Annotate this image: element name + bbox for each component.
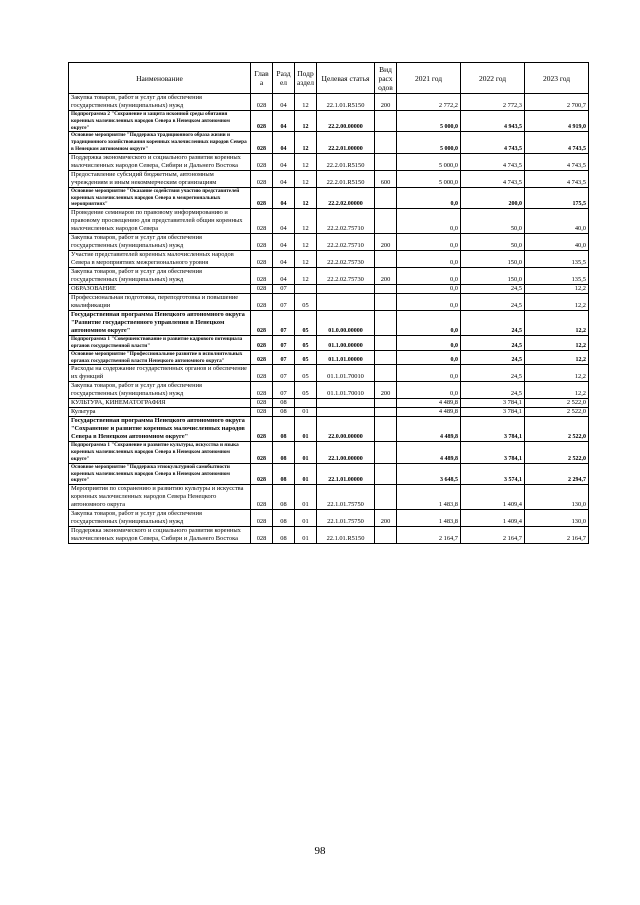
table-row <box>69 350 589 365</box>
cell-name: Мероприятия по сохранению и развитию культуры и искусства коренных малочисленных народов Севера Ненецкого автономного округа <box>69 485 251 510</box>
cell-name: Основное мероприятие "Поддержка традиционного образа жизни и традиционного хозяйствования коренных малочисленных народов Севера в Ненецком автономном округе" <box>69 132 251 153</box>
cell-vid <box>375 132 397 153</box>
cell-name: Предоставление субсидий бюджетным, автономным учреждениям и иным некоммерческим организациям <box>69 170 251 187</box>
cell-name: Расходы на содержание государственных органов и обеспечение их функций <box>69 365 251 382</box>
cell-2022: 50,0 <box>461 234 525 251</box>
cell-glava: 028 <box>251 294 273 311</box>
cell-podrazdel: 01 <box>295 442 317 463</box>
cell-name: Закупка товаров, работ и услуг для обеспечения государственных (муниципальных) нужд <box>69 382 251 399</box>
cell-2022: 3 784,1 <box>461 399 525 408</box>
cell-razdel: 07 <box>273 382 295 399</box>
cell-statya: 01.1.00.00000 <box>317 336 375 351</box>
cell-podrazdel: 05 <box>295 382 317 399</box>
cell-razdel: 07 <box>273 311 295 336</box>
cell-razdel: 07 <box>273 294 295 311</box>
cell-podrazdel: 12 <box>295 170 317 187</box>
cell-glava: 028 <box>251 510 273 527</box>
cell-2022: 150,0 <box>461 251 525 268</box>
cell-vid: 200 <box>375 234 397 251</box>
cell-name: Подпрограмма 1 "Совершенствование и развитие кадрового потенциала органов государственной власти" <box>69 336 251 351</box>
cell-2021: 0,0 <box>397 311 461 336</box>
table-row <box>69 234 589 251</box>
cell-glava: 028 <box>251 382 273 399</box>
cell-razdel: 07 <box>273 336 295 351</box>
cell-podrazdel: 01 <box>295 417 317 442</box>
cell-2022: 24,5 <box>461 311 525 336</box>
table-row <box>69 408 589 417</box>
header-razdel: Разд ел <box>273 63 295 94</box>
table-row <box>69 311 589 336</box>
cell-2023: 12,2 <box>525 294 589 311</box>
cell-2022: 200,0 <box>461 187 525 208</box>
cell-2023: 130,0 <box>525 485 589 510</box>
cell-2022: 4 743,5 <box>461 170 525 187</box>
cell-2021: 0,0 <box>397 336 461 351</box>
cell-2022: 3 784,1 <box>461 408 525 417</box>
cell-name: ОБРАЗОВАНИЕ <box>69 285 251 294</box>
cell-2022: 3 574,1 <box>461 463 525 484</box>
cell-podrazdel: 01 <box>295 527 317 544</box>
table-row <box>69 336 589 351</box>
table-row <box>69 294 589 311</box>
cell-statya: 22.2.01.R5150 <box>317 153 375 170</box>
cell-2022: 50,0 <box>461 209 525 234</box>
cell-razdel: 04 <box>273 132 295 153</box>
table-row <box>69 111 589 132</box>
cell-2022: 4 943,5 <box>461 111 525 132</box>
cell-razdel: 04 <box>273 187 295 208</box>
cell-podrazdel: 12 <box>295 94 317 111</box>
header-glava: Глав а <box>251 63 273 94</box>
cell-glava: 028 <box>251 442 273 463</box>
cell-2023: 2 522,0 <box>525 408 589 417</box>
cell-statya: 22.1.01.R5150 <box>317 527 375 544</box>
cell-podrazdel: 01 <box>295 463 317 484</box>
cell-2022: 2 772,3 <box>461 94 525 111</box>
cell-2022: 1 409,4 <box>461 485 525 510</box>
cell-podrazdel <box>295 399 317 408</box>
cell-2022: 4 743,5 <box>461 153 525 170</box>
cell-2023: 40,0 <box>525 234 589 251</box>
cell-vid <box>375 527 397 544</box>
cell-glava: 028 <box>251 350 273 365</box>
cell-razdel: 04 <box>273 209 295 234</box>
cell-statya: 22.2.00.00000 <box>317 111 375 132</box>
table-row <box>69 510 589 527</box>
table-row <box>69 187 589 208</box>
cell-razdel: 08 <box>273 408 295 417</box>
cell-vid <box>375 463 397 484</box>
cell-glava: 028 <box>251 399 273 408</box>
cell-statya: 22.0.00.00000 <box>317 417 375 442</box>
cell-2023: 12,2 <box>525 365 589 382</box>
cell-name: Проведение семинаров по правовому информированию и правовому просвещению для представителей общин коренных малочисленных народов Севера <box>69 209 251 234</box>
cell-2021: 0,0 <box>397 251 461 268</box>
cell-2021: 2 772,2 <box>397 94 461 111</box>
cell-2021: 0,0 <box>397 187 461 208</box>
table-header-row <box>69 63 589 94</box>
cell-vid: 200 <box>375 268 397 285</box>
cell-statya: 22.2.01.00000 <box>317 132 375 153</box>
table-row <box>69 417 589 442</box>
cell-glava: 028 <box>251 170 273 187</box>
cell-glava: 028 <box>251 111 273 132</box>
cell-statya <box>317 294 375 311</box>
cell-statya: 22.1.00.00000 <box>317 442 375 463</box>
cell-name: Поддержка экономического и социального развития коренных малочисленных народов Севера, Сибири и Дальнего Востока <box>69 527 251 544</box>
cell-name: Закупка товаров, работ и услуг для обеспечения государственных (муниципальных) нужд <box>69 268 251 285</box>
cell-2021: 0,0 <box>397 285 461 294</box>
cell-2022: 24,5 <box>461 365 525 382</box>
cell-name: Основное мероприятие "Поддержка этнокультурной самобытности коренных малочисленных народов Севера в Ненецком автономном округе" <box>69 463 251 484</box>
cell-2021: 1 483,8 <box>397 510 461 527</box>
cell-2021: 4 489,8 <box>397 417 461 442</box>
cell-name: Подпрограмма 1 "Сохранение и развитие культуры, искусства и языка коренных малочисленных народов Севера в Ненецком автономном округе" <box>69 442 251 463</box>
cell-2021: 5 000,0 <box>397 111 461 132</box>
cell-vid: 200 <box>375 94 397 111</box>
cell-2022: 1 409,4 <box>461 510 525 527</box>
cell-vid <box>375 285 397 294</box>
cell-2021: 4 489,8 <box>397 442 461 463</box>
page-number: 98 <box>314 845 326 857</box>
cell-razdel: 04 <box>273 234 295 251</box>
cell-vid: 200 <box>375 382 397 399</box>
cell-vid <box>375 251 397 268</box>
cell-name: Участие представителей коренных малочисленных народов Севера в мероприятиях межрегионального уровня <box>69 251 251 268</box>
cell-statya <box>317 285 375 294</box>
cell-podrazdel: 01 <box>295 485 317 510</box>
cell-razdel: 08 <box>273 399 295 408</box>
header-podrazdel: Подр аздел <box>295 63 317 94</box>
cell-2022: 24,5 <box>461 294 525 311</box>
cell-2023: 130,0 <box>525 510 589 527</box>
cell-podrazdel: 12 <box>295 268 317 285</box>
table-row <box>69 365 589 382</box>
cell-glava: 028 <box>251 268 273 285</box>
cell-podrazdel: 12 <box>295 153 317 170</box>
cell-2023: 12,2 <box>525 350 589 365</box>
cell-2021: 2 164,7 <box>397 527 461 544</box>
cell-glava: 028 <box>251 285 273 294</box>
cell-2021: 0,0 <box>397 268 461 285</box>
cell-statya: 22.1.01.00000 <box>317 463 375 484</box>
table-row <box>69 153 589 170</box>
cell-razdel: 04 <box>273 268 295 285</box>
cell-2023: 12,2 <box>525 336 589 351</box>
cell-razdel: 07 <box>273 350 295 365</box>
cell-2022: 24,5 <box>461 382 525 399</box>
cell-vid <box>375 187 397 208</box>
cell-2021: 0,0 <box>397 234 461 251</box>
cell-razdel: 04 <box>273 111 295 132</box>
cell-2021: 5 000,0 <box>397 132 461 153</box>
cell-2022: 24,5 <box>461 285 525 294</box>
cell-name: Поддержка экономического и социального развития коренных малочисленных народов Севера, Сибири и Дальнего Востока <box>69 153 251 170</box>
cell-2023: 135,5 <box>525 268 589 285</box>
cell-razdel: 04 <box>273 94 295 111</box>
cell-vid <box>375 336 397 351</box>
budget-table-container <box>68 62 588 544</box>
cell-podrazdel: 12 <box>295 234 317 251</box>
cell-name: Закупка товаров, работ и услуг для обеспечения государственных (муниципальных) нужд <box>69 94 251 111</box>
cell-vid <box>375 209 397 234</box>
table-row <box>69 285 589 294</box>
cell-2023: 2 294,7 <box>525 463 589 484</box>
cell-2021: 3 648,5 <box>397 463 461 484</box>
cell-2023: 2 700,7 <box>525 94 589 111</box>
cell-2023: 2 522,0 <box>525 442 589 463</box>
table-row <box>69 251 589 268</box>
table-row <box>69 399 589 408</box>
cell-glava: 028 <box>251 132 273 153</box>
table-row <box>69 132 589 153</box>
cell-vid <box>375 294 397 311</box>
cell-name: Профессиональная подготовка, переподготовка и повышение квалификации <box>69 294 251 311</box>
cell-podrazdel: 12 <box>295 209 317 234</box>
cell-glava: 028 <box>251 527 273 544</box>
cell-2022: 3 784,1 <box>461 442 525 463</box>
cell-razdel: 08 <box>273 463 295 484</box>
cell-statya: 22.1.01.75750 <box>317 510 375 527</box>
cell-2023: 2 522,0 <box>525 399 589 408</box>
cell-name: Государственная программа Ненецкого автономного округа "Сохранение и развитие коренных малочисленных народов Севера в Ненецком автономном округе" <box>69 417 251 442</box>
cell-name: Подпрограмма 2 "Сохранение и защита исконной среды обитания коренных малочисленных народов Севера в Ненецком автономном округе" <box>69 111 251 132</box>
cell-glava: 028 <box>251 234 273 251</box>
cell-glava: 028 <box>251 417 273 442</box>
table-row <box>69 209 589 234</box>
cell-2023: 4 743,5 <box>525 153 589 170</box>
cell-razdel: 04 <box>273 251 295 268</box>
table-row <box>69 268 589 285</box>
cell-podrazdel: 12 <box>295 132 317 153</box>
table-row <box>69 94 589 111</box>
cell-vid <box>375 408 397 417</box>
cell-statya: 22.2.02.75730 <box>317 268 375 285</box>
cell-podrazdel: 01 <box>295 510 317 527</box>
header-2023: 2023 год <box>525 63 589 94</box>
cell-vid: 200 <box>375 510 397 527</box>
cell-vid <box>375 111 397 132</box>
cell-podrazdel: 05 <box>295 294 317 311</box>
cell-name: Культура <box>69 408 251 417</box>
cell-statya: 22.2.01.R5150 <box>317 170 375 187</box>
cell-statya: 22.2.02.75730 <box>317 251 375 268</box>
cell-statya: 01.1.01.00000 <box>317 350 375 365</box>
cell-2023: 12,2 <box>525 382 589 399</box>
cell-podrazdel: 01 <box>295 408 317 417</box>
cell-statya: 01.0.00.00000 <box>317 311 375 336</box>
table-row <box>69 485 589 510</box>
table-row <box>69 527 589 544</box>
cell-2023: 135,5 <box>525 251 589 268</box>
cell-vid <box>375 365 397 382</box>
cell-2022: 150,0 <box>461 268 525 285</box>
cell-glava: 028 <box>251 365 273 382</box>
cell-2023: 4 743,5 <box>525 170 589 187</box>
cell-2023: 2 164,7 <box>525 527 589 544</box>
cell-statya: 22.2.02.00000 <box>317 187 375 208</box>
cell-razdel: 08 <box>273 442 295 463</box>
cell-razdel: 04 <box>273 170 295 187</box>
cell-glava: 028 <box>251 94 273 111</box>
table-row <box>69 382 589 399</box>
cell-2023: 4 919,0 <box>525 111 589 132</box>
cell-vid <box>375 417 397 442</box>
header-vid: Вид расх одов <box>375 63 397 94</box>
cell-podrazdel: 05 <box>295 350 317 365</box>
cell-vid <box>375 311 397 336</box>
cell-podrazdel: 12 <box>295 111 317 132</box>
cell-2023: 4 743,5 <box>525 132 589 153</box>
cell-vid <box>375 153 397 170</box>
cell-name: КУЛЬТУРА, КИНЕМАТОГРАФИЯ <box>69 399 251 408</box>
cell-statya <box>317 408 375 417</box>
cell-2021: 5 000,0 <box>397 170 461 187</box>
cell-podrazdel: 12 <box>295 187 317 208</box>
cell-vid <box>375 350 397 365</box>
cell-statya: 22.1.01.R5150 <box>317 94 375 111</box>
cell-statya: 22.2.02.75710 <box>317 209 375 234</box>
cell-glava: 028 <box>251 251 273 268</box>
cell-razdel: 07 <box>273 365 295 382</box>
cell-statya: 22.1.01.75750 <box>317 485 375 510</box>
header-statya: Целевая статья <box>317 63 375 94</box>
cell-glava: 028 <box>251 463 273 484</box>
cell-razdel: 08 <box>273 417 295 442</box>
cell-podrazdel <box>295 285 317 294</box>
cell-glava: 028 <box>251 408 273 417</box>
cell-razdel: 08 <box>273 527 295 544</box>
cell-2023: 12,2 <box>525 285 589 294</box>
cell-name: Закупка товаров, работ и услуг для обеспечения государственных (муниципальных) нужд <box>69 510 251 527</box>
cell-statya: 22.2.02.75710 <box>317 234 375 251</box>
cell-statya: 01.1.01.70010 <box>317 382 375 399</box>
cell-2021: 5 000,0 <box>397 153 461 170</box>
cell-2023: 2 522,0 <box>525 417 589 442</box>
cell-glava: 028 <box>251 336 273 351</box>
cell-statya: 01.1.01.70010 <box>317 365 375 382</box>
cell-podrazdel: 05 <box>295 311 317 336</box>
cell-2023: 40,0 <box>525 209 589 234</box>
cell-2021: 0,0 <box>397 209 461 234</box>
cell-razdel: 07 <box>273 285 295 294</box>
cell-glava: 028 <box>251 209 273 234</box>
cell-glava: 028 <box>251 187 273 208</box>
cell-name: Закупка товаров, работ и услуг для обеспечения государственных (муниципальных) нужд <box>69 234 251 251</box>
cell-glava: 028 <box>251 311 273 336</box>
cell-2023: 12,2 <box>525 311 589 336</box>
cell-2021: 4 489,8 <box>397 399 461 408</box>
cell-razdel: 04 <box>273 153 295 170</box>
header-2022: 2022 год <box>461 63 525 94</box>
cell-name: Государственная программа Ненецкого автономного округа "Развитие государственного управления в Ненецком автономном округе" <box>69 311 251 336</box>
cell-podrazdel: 12 <box>295 251 317 268</box>
table-row <box>69 442 589 463</box>
cell-razdel: 08 <box>273 510 295 527</box>
cell-podrazdel: 05 <box>295 365 317 382</box>
cell-name: Основное мероприятие "Профессиональное развитие в исполнительных органах государственной власти Ненецкого автономного округа" <box>69 350 251 365</box>
cell-razdel: 08 <box>273 485 295 510</box>
cell-2021: 0,0 <box>397 365 461 382</box>
cell-2021: 0,0 <box>397 382 461 399</box>
header-2021: 2021 год <box>397 63 461 94</box>
cell-2021: 1 483,8 <box>397 485 461 510</box>
table-body <box>69 94 589 544</box>
budget-table <box>68 62 589 544</box>
cell-name: Основное мероприятие "Оказание содействия участию представителей коренных малочисленных народов Севера в межрегиональных мероприятиях" <box>69 187 251 208</box>
cell-podrazdel: 05 <box>295 336 317 351</box>
cell-vid: 600 <box>375 170 397 187</box>
cell-glava: 028 <box>251 153 273 170</box>
header-name: Наименование <box>69 63 251 94</box>
cell-glava: 028 <box>251 485 273 510</box>
table-row <box>69 170 589 187</box>
cell-vid <box>375 485 397 510</box>
cell-vid <box>375 442 397 463</box>
cell-2022: 24,5 <box>461 336 525 351</box>
cell-2022: 4 743,5 <box>461 132 525 153</box>
table-row <box>69 463 589 484</box>
cell-2021: 0,0 <box>397 294 461 311</box>
cell-2022: 2 164,7 <box>461 527 525 544</box>
cell-statya <box>317 399 375 408</box>
cell-2022: 3 784,1 <box>461 417 525 442</box>
cell-vid <box>375 399 397 408</box>
cell-2023: 175,5 <box>525 187 589 208</box>
cell-2021: 4 489,8 <box>397 408 461 417</box>
cell-2022: 24,5 <box>461 350 525 365</box>
cell-2021: 0,0 <box>397 350 461 365</box>
